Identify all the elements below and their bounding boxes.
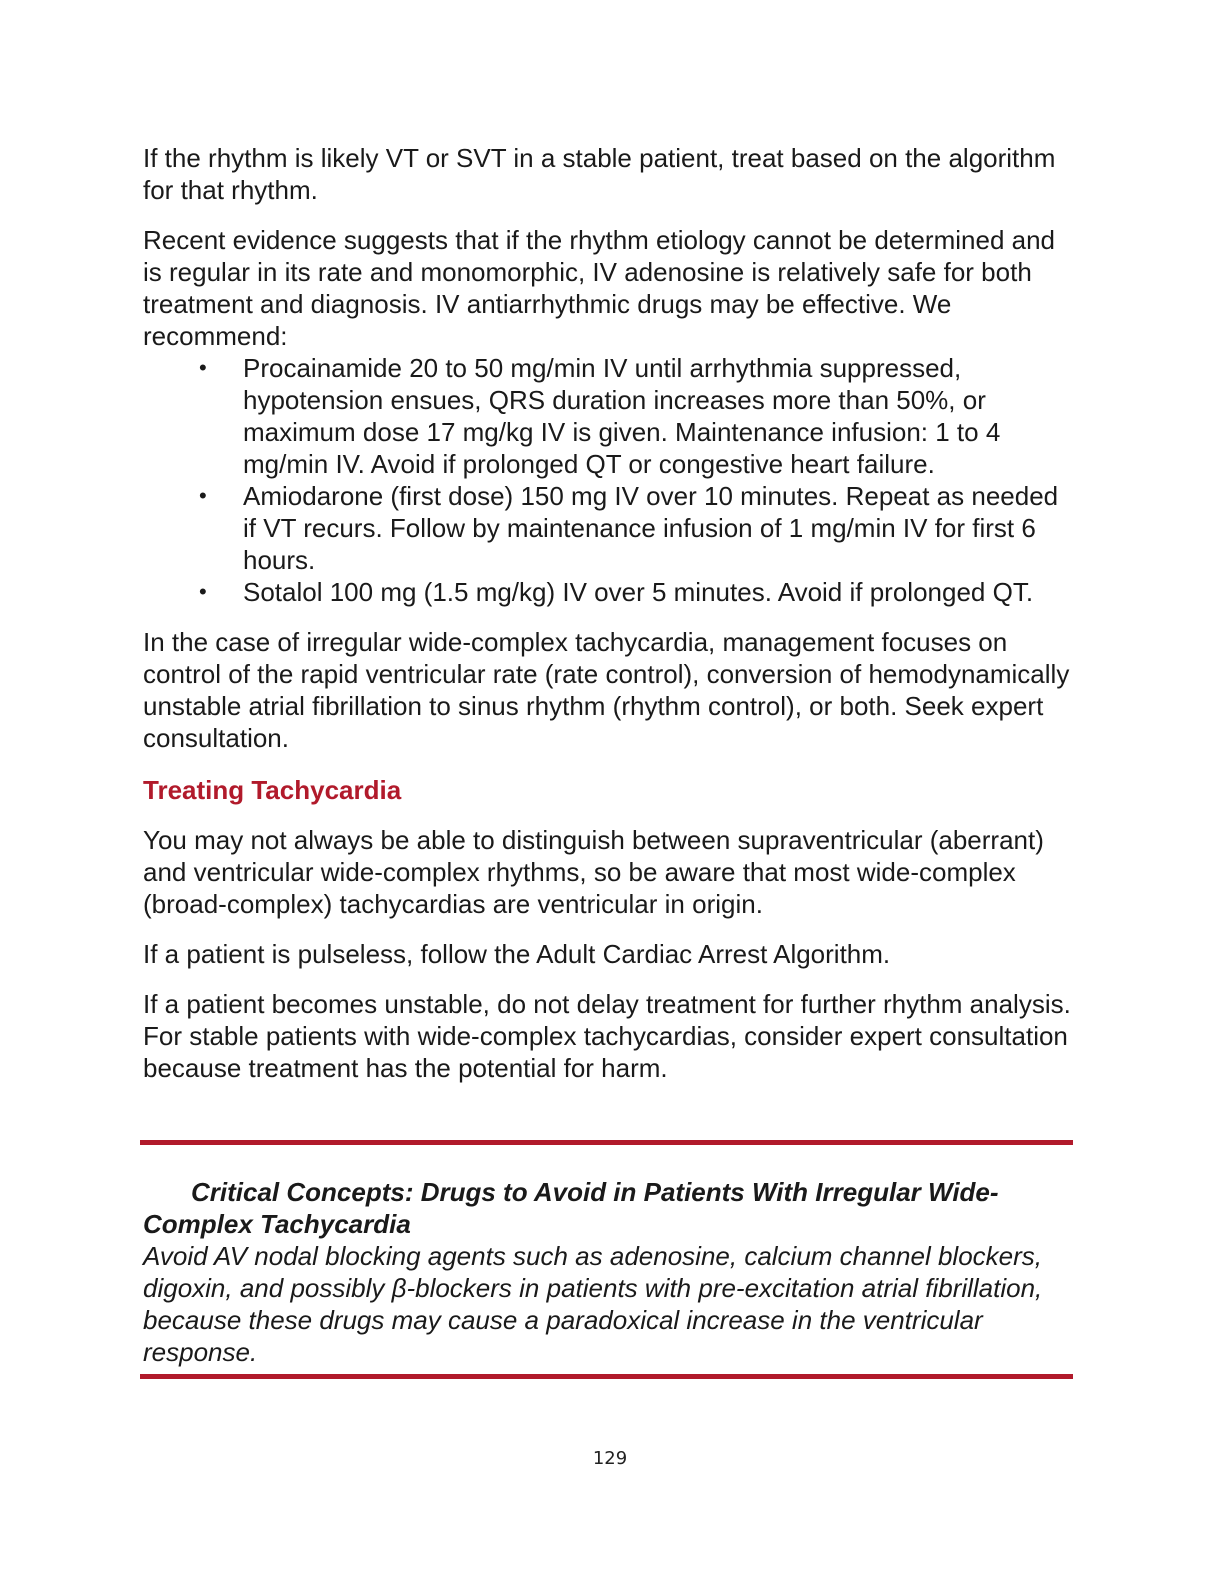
bullet-icon: •: [199, 355, 207, 380]
paragraph-pulseless: If a patient is pulseless, follow the Adult Cardiac Arrest Algorithm.: [143, 939, 891, 969]
page-content: [143, 142, 1078, 1084]
paragraph-recent-evidence: Recent evidence suggests that if the rhythm etiology cannot be determined and is regular in its rate and monomorphic, IV adenosine is relatively safe for both treatment and diagnosis. IV antiarrhythmic drugs may be effective. We recommend:: [143, 225, 1056, 351]
drug-recommendation-list: [143, 352, 1078, 608]
paragraph-irregular-tachycardia: In the case of irregular wide-complex tachycardia, management focuses on control of the rapid ventricular rate (rate control), conversion of hemodynamically unstable atrial fibrillation to sinus rhythm (rhythm control), or both. Seek expert consultation.: [143, 627, 1070, 753]
bullet-icon: •: [199, 483, 207, 508]
page-number: 129: [592, 1448, 628, 1469]
critical-concepts-callout: [143, 1176, 1073, 1368]
callout-top-divider: [140, 1140, 1073, 1145]
list-item-sotalol: • Sotalol 100 mg (1.5 mg/kg) IV over 5 minutes. Avoid if prolonged QT.: [199, 577, 1034, 607]
callout-body: Avoid AV nodal blocking agents such as adenosine, calcium channel blockers, digoxin, and possibly β-blockers in patients with pre-excitation atrial fibrillation, because these drugs may cause a paradoxical increase in the ventricular response.: [143, 1241, 1043, 1367]
paragraph-stable-rhythm: If the rhythm is likely VT or SVT in a stable patient, treat based on the algorithm for that rhythm.: [143, 143, 1056, 205]
list-item-amiodarone: • Amiodarone (first dose) 150 mg IV over 10 minutes. Repeat as needed if VT recurs. Follow by maintenance infusion of 1 mg/min IV for first 6 hours.: [199, 481, 1059, 575]
section-heading: Treating Tachycardia: [143, 775, 402, 805]
list-item-procainamide: • Procainamide 20 to 50 mg/min IV until arrhythmia suppressed, hypotension ensues, QRS duration increases more than 50%, or maximum dose 17 mg/kg IV is given. Maintenance infusion: 1 to 4 mg/min IV. Avoid if prolonged QT or congestive heart failure.: [199, 353, 1001, 479]
paragraph-distinguish-rhythms: You may not always be able to distinguish between supraventricular (aberrant) and ventricular wide-complex rhythms, so be aware that most wide-complex (broad-complex) tachycardias are ventricular in origin.: [143, 825, 1044, 919]
callout-title: Critical Concepts: Drugs to Avoid in Patients With Irregular Wide-Complex Tachycardia: [143, 1177, 999, 1239]
callout-bottom-divider: [140, 1374, 1073, 1379]
paragraph-unstable: If a patient becomes unstable, do not delay treatment for further rhythm analysis. For stable patients with wide-complex tachycardias, consider expert consultation because treatment has the potential for harm.: [143, 989, 1071, 1083]
bullet-icon: •: [199, 579, 207, 604]
